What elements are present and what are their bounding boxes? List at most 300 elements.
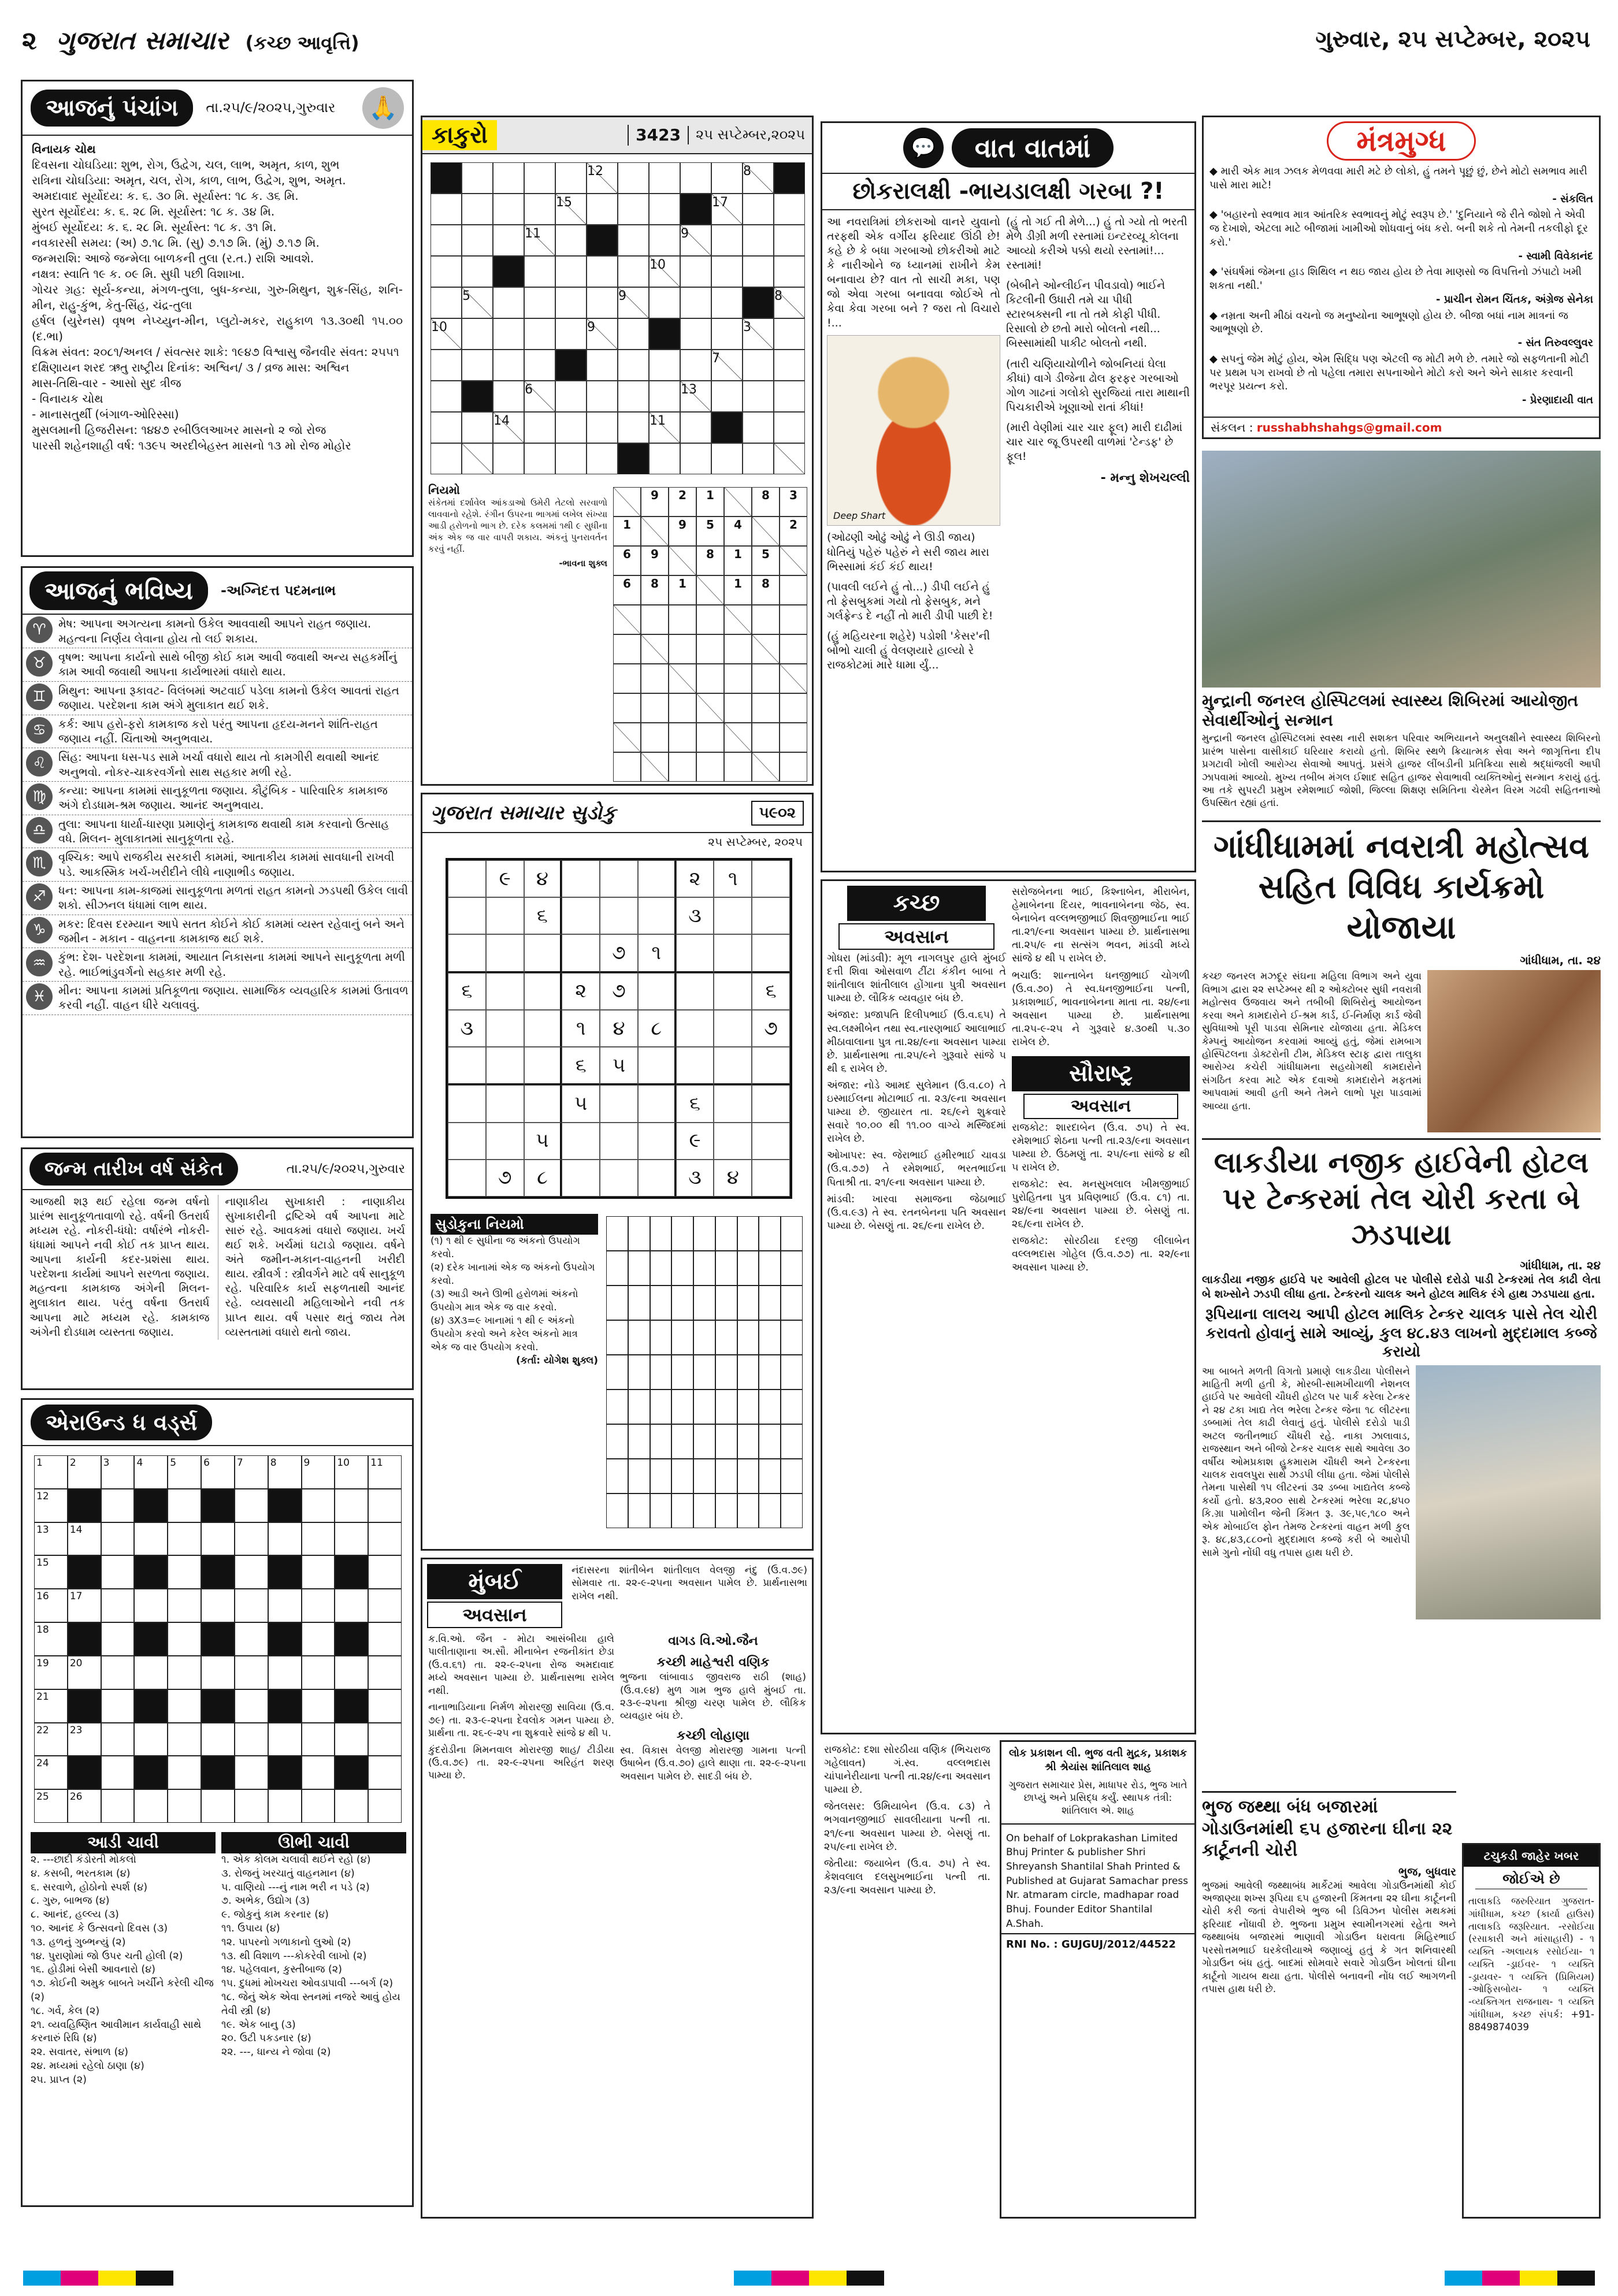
crossword-cell <box>235 1522 268 1556</box>
sudoku-solution-cell <box>650 1493 672 1528</box>
bhuj-headline: ભુજ જથ્થા બંધ બજારમાં ગોડાઉનમાંથી ૬૫ હજારના ઘીના ૨૨ કાર્ટૂનની ચોરી <box>1202 1797 1453 1860</box>
crossword-cell <box>268 1756 302 1789</box>
down-clue: ૧૫. દુધમાં મોખચરા ઓવડાપાવી ---બર્ગ (૨) <box>221 1978 394 1990</box>
gandhidham-body: કચ્છ જનરલ મઝદૂર સંઘના મહિલા વિભાગ અને યુવા વિભાગ દ્વારા ૨૨ સપ્ટેમ્બર થી ૨ ઓક્ટોબર સુધી નવરાત્રી મહોત્સવ ઉજવાય અને તબીબી શિબિરોનું આયોજન કરવા અને કામદારોને ઈ-શ્રમ કાર્ડ, ઈ-નિર્માણ કાર્ડ જેવી સુવિધાઓ પૂરી પાડવા સેમિનાર યોજાયા હતા. મેડિકલ કેમ્પનું આયોજન કરવામાં આવ્યું હતું, જેમાં રામબાગ હોસ્પિટલના ડોક્ટરોની ટીમ, મેડિકલ સ્ટાફ દ્વારા તાલુકા આરોગ્ય કચેરી ગાંધીધામના સહયોગથી કામદારોને સંગઠિત કરવા માટે એક દવાઓ કામદારોને મફતમાં આપવામાં આવી હતી અને તેમને લાભો પૂરા પાડવામાં આવ્યા હતા. <box>1202 971 1422 1112</box>
rashi-item <box>23 615 412 648</box>
kakuro-clue: 8 <box>743 164 751 179</box>
imprint-body: ગુજરાત સમાચાર પ્રેસ, માધાપર રોડ, ભુજ ખાતે છાપ્યું અને પ્રસિદ્ધ કર્યું. સ્થાપક તંત્રી: શાંતિલાલ એ. શાહ <box>1008 1779 1187 1817</box>
crossword-cell <box>368 1622 402 1656</box>
bhavishya-box <box>21 566 414 1138</box>
sudoku-cell <box>562 897 600 934</box>
sudoku-solution-cell <box>628 1251 650 1286</box>
crossword-cell <box>168 1756 201 1789</box>
kakuro-cell <box>555 381 587 412</box>
kakuro-cell <box>555 256 587 287</box>
sudoku-solution-cell <box>650 1251 672 1286</box>
bhuj-body: ભુજમાં આવેલી જથ્થાબંધ માર્કેટમાં આવેલા ગોડાઉનમાંથી કોઈ અજાણ્યા શખ્સ રૂપિયા ૬૫ હજારની કિંમતના ૨૨ ઘીના કાર્ટૂનની ચોરી કરી જતાં વેપારીએ ભુજ બી ડિવિઝન પોલીસ મથકમાં ફરિયાદ નોંધાવી છે. ભુજના પ્રમુખ સ્વામીનગરમાં રહેતા અને જથ્થાબંધ બજારમાં ભાણાવી ગોડાઉન ધરાવતા મિહિરભાઈ પરસોત્તમભાઈ ઘરકેલીયાએ જણાવ્યું હતું કે ગત શનિવારથી ગોડાઉન બંધ હતું. બાદમાં સોમવારે સવારે ગોડાઉન ખોલતાં ઘીના કાર્ટૂનો ગાયબ થયા હતા. પોલીસે બનાવની નોંધ લઈ આગળની તપાસ હાથ ધરી છે. <box>1202 1879 1456 1996</box>
kakuro-cell <box>649 381 680 412</box>
mantra-box <box>1202 116 1601 439</box>
crossword-cell <box>168 1789 201 1823</box>
quote-author: - સ્વામી વિવેકાનંદ <box>1518 250 1593 262</box>
quote-text: નમ્રતા અની મીઠાં વચનો જ મનુષ્યોના આભૂષણો હોય છે. બીજા બધાં નામ માત્રનાં જ આભૂષણો છે. <box>1209 309 1568 336</box>
sudoku-cell <box>638 897 676 934</box>
kakuro-clue: 10 <box>431 320 447 335</box>
kakuro-clue: 13 <box>681 382 697 397</box>
sudoku-solution-cell <box>781 1424 803 1459</box>
around-title: એરાઉન્ડ ધ વર્ડ્સ <box>31 1405 212 1440</box>
sudoku-cell <box>676 1010 714 1047</box>
kakuro-clue: 9 <box>587 320 595 335</box>
kakuro-clue: 7 <box>712 351 720 366</box>
kachhi-text: ભુજના લાંબાવાડ જીવરાજ રાઠી (શાહ) (ઉ.વ.૯૪) મુળ ગામ ભુજ હાલે મુંબઈ તા. ૨૩-૯-૨૫ના શ્રીજી ચરણ પામેલ છે. લૌકિક વ્યવહાર બંધ છે. <box>620 1671 806 1722</box>
sudoku-solution-cell <box>628 1459 650 1493</box>
mumbai-entry: કુંદરોડીના મિમનવાલ મોરારજી શાહ/ ટીડીયા (ઉ.વ.૭૯) તા. ૨૨-૯-૨૫ના અરિહંત શરણ પામ્યા છે. <box>428 1744 614 1782</box>
sudoku-solution-cell <box>628 1355 650 1390</box>
sudoku-cell <box>752 1085 790 1122</box>
crossword-cell <box>101 1756 135 1789</box>
sudoku-solution-cell <box>606 1286 628 1320</box>
panchang-date: તા.૨૫/૯/૨૦૨૫,ગુરુવાર <box>206 99 336 116</box>
sudoku-solution-cell <box>715 1286 737 1320</box>
kakuro-solution-cell: 2 <box>669 487 696 517</box>
sudoku-solution-cell <box>650 1216 672 1251</box>
kakuro-clue: 8 <box>774 289 782 303</box>
cell-number: 24 <box>36 1758 49 1770</box>
kakuro-solution-cell <box>752 517 780 546</box>
sudoku-cell <box>676 973 714 1010</box>
mantra-email[interactable]: russhabhshahgs@gmail.com <box>1256 420 1442 434</box>
down-clue: ૧૯. એક બાનુ (૩) <box>221 2019 296 2031</box>
mumbai-title: મુંબઈ <box>427 1564 562 1599</box>
sudoku-solution-cell <box>650 1286 672 1320</box>
kakuro-cell <box>524 318 555 350</box>
panchang-lines <box>23 136 412 459</box>
kakuro-cell <box>774 287 805 318</box>
crossword-cell <box>101 1689 135 1723</box>
crossword-cell <box>368 1489 402 1522</box>
mantra-quote <box>1209 352 1593 407</box>
rashi-text: વૃષભ: આપના કાર્યનો સાથે બીજી કોઈ કામ આવી જવાથી અન્ય સહકર્મીનું કામ આવી જવાથી આપના કાર્યભારમાં વધારો થાય. <box>58 651 397 679</box>
sudoku-grid <box>446 858 792 1199</box>
zodiac-icon: ♈ <box>26 616 53 643</box>
rashi-item <box>23 648 412 682</box>
hospital-headline: મુન્દ્રાની જનરલ હોસ્પિટલમાં સ્વાસ્થ્ય શિબિરમાં આયોજીત સેવાર્થીઓનું સન્માન <box>1202 691 1579 730</box>
panchang-line: વિક્રમ સંવત: ૨૦૮૧/અનલ / સંવત્સર શાકે: ૧૯૪૭ વિશ્વાસુ જૈનવીર સંવત: ૨૫૫૧ <box>32 345 399 359</box>
crossword-cell <box>168 1555 201 1589</box>
sudoku-solution-cell <box>759 1320 781 1355</box>
crossword-cell <box>168 1455 201 1489</box>
kakuro-solution-cell <box>780 664 807 693</box>
crossword-cell <box>302 1756 335 1789</box>
kutch-entry: અંજાર: નોડે આમદ સુલેમાન (ઉ.વ.૮૦) તે ઇસ્માઈલના મોટાભાઈ તા. ૨૩/૯ના અવસાન પામ્યા છે. જીયારત તા. ૨૬/૯ને શુક્રવારે સવારે ૧૦.૦૦ થી ૧૧.૦૦ વાગ્યે મસ્જિદમાં રાખેલ છે. <box>827 1079 1006 1145</box>
crossword-cell <box>235 1789 268 1823</box>
kakuro-solution-cell <box>696 634 724 664</box>
kutch-entry: માંડવી: ખારવા સમાજના જેઠાભાઈ (ઉ.વ.૯૩) તે સ્વ. રતનબેનના પતિ અવસાન પામ્યા છે. બેસણું તા. ૨૬/૯ના રાખેલ છે. <box>827 1193 1006 1232</box>
kakuro-clue: 5 <box>462 289 470 303</box>
panchang-line: મુંબઈ સૂર્યોદય: ક. ૬. ૨૮ મિ. સૂર્યાસ્ત: ૧૮ ક. ૩૧ મિ. <box>32 220 277 234</box>
kakuro-solution-cell <box>669 634 696 664</box>
sudoku-rule: (૩) આડી અને ઊભી હરોળમાં અંકનો ઉપયોગ માત્ર એક જ વાર કરવો. <box>431 1288 578 1314</box>
crossword-cell <box>134 1723 168 1756</box>
crossword-cell <box>134 1489 168 1522</box>
down-clue: ૩. રોજનું ખરચાતું વાહનમાન (૪) <box>221 1867 355 1879</box>
kakuro-cell <box>431 194 462 225</box>
kakuro-cell <box>649 318 680 350</box>
cell-number: 12 <box>36 1490 49 1502</box>
crossword-cell <box>268 1689 302 1723</box>
sudoku-cell <box>600 1085 638 1122</box>
sudoku-cell: ૯ <box>676 1123 714 1160</box>
zodiac-icon: ♋ <box>26 717 53 744</box>
cell-number: 15 <box>36 1557 49 1569</box>
panchang-line: - માનાસતુર્થી (બંગાળ-ઓરિસ્સા) <box>32 407 179 421</box>
sudoku-cell <box>486 1010 524 1047</box>
cell-number: 23 <box>69 1724 83 1736</box>
kakuro-cell <box>462 162 493 194</box>
kakuro-solution-cell <box>780 752 807 782</box>
sudoku-solution-cell <box>759 1390 781 1424</box>
crossword-cell <box>201 1589 235 1622</box>
kakuro-cell <box>743 381 774 412</box>
crossword-cell <box>201 1555 235 1589</box>
sudoku-cell: ૧ <box>714 860 752 897</box>
sudoku-solution-cell <box>759 1459 781 1493</box>
crossword-cell <box>101 1589 135 1622</box>
crossword-cell <box>268 1789 302 1823</box>
down-clue: ૧૪. પહેલવાન, કુસ્તીબાજ (૨) <box>221 1964 342 1976</box>
kakuro-cell <box>649 225 680 256</box>
kakuro-cell <box>618 256 649 287</box>
zodiac-icon: ♉ <box>26 650 53 677</box>
cell-number: 5 <box>170 1457 177 1469</box>
kakuro-cell <box>711 381 743 412</box>
crossword-cell <box>335 1555 368 1589</box>
sudoku-cell <box>638 1160 676 1197</box>
oil-photo <box>1416 1365 1601 1619</box>
sudoku-cell <box>448 1085 486 1122</box>
sudoku-solution-cell <box>693 1320 715 1355</box>
zodiac-icon: ♎ <box>26 817 53 844</box>
kakuro-cell <box>743 350 774 381</box>
rashi-text: મેષ: આપના અગત્યના કામનો ઉકેલ આવવાથી આપને રાહત જણાય. મહત્વના નિર્ણય લેવાના હોય તો લઈ શકાય. <box>58 617 372 645</box>
kakuro-clue: 11 <box>525 226 541 241</box>
sudoku-cell <box>638 1085 676 1122</box>
oil-body: આ બાબતે મળતી વિગતો પ્રમાણે લાકડીયા પોલીસને માહિતી મળી હતી કે, મોરબી-સામખીયાળી નેશનલ હાઈવે પર આવેલી ચૌધરી હોટલ પર પાર્ક કરેલા ટેન્કર ને ૨૪ ટકા ખાદ્ય તેલ ભરેલા ટેન્કર જેના ૧૮ લીટરના ડબ્બામાં તેલ કાઢી લેવાતું હતું. પોલીસે દરોડો પાડી અટલ જતીનભાઈ ચૌધરી રહે. નાકા ઝાલાવાડ, રાજસ્થાન અને બીજો ટેન્કર ચાલક સાથે આવેલા ૩૦ વર્ષીય ઓમપ્રકાશ હુકમારામ ચૌધરી અને ટેન્કરના ચાલક રાવલપુરા સાથે ઝડપી લીધા હતા. જેમાં પોલીસે તેમના પાસેથી ૧૫ લીટરનાં ૩૨ ડબ્બા ખાદ્યતેલ કબ્જે કર્યો હતો. ૪૩,૨૦૦ સાથે ટેન્કરમાં ભરેલા ૨૮,૪૫૦ કિ.ગ્રા પામોલીન જેની કિંમત રૂ. ૩૯,૫૯,૧૮૦ અને એક મોબાઈલ ફોન તેમજ ટેન્કરનાં વાહન મળી કુલ રૂ. ૪૮,૪૩,૮૮૦નો મુદ્દામાલ કબ્જે કરી બે આરોપી સામે ગુનો નોંધી વધુ તપાસ હાથ ધરી છે. <box>1202 1365 1410 1559</box>
sudoku-cell <box>752 1047 790 1085</box>
sudoku-cell: ૩ <box>676 1160 714 1197</box>
crossword-cell <box>168 1689 201 1723</box>
mantra-quote <box>1209 165 1593 206</box>
cell-number: 1 <box>36 1457 43 1469</box>
sudoku-solution-cell <box>715 1355 737 1390</box>
crossword-cell <box>368 1789 402 1823</box>
sudoku-cell <box>714 973 752 1010</box>
rashi-text: તુલા: આપના ધાર્યા-ધારણા પ્રમાણેનું કામકાજ થવાથી કામ કરવાનો ઉત્સાહ વધે. મિલન- મુલાકાતમાં સાનુકૂળતા રહે. <box>58 817 389 845</box>
across-clue: ૧૮. ગર્વ, કેલ (૨) <box>31 2005 100 2017</box>
sudoku-solution-cell <box>606 1424 628 1459</box>
gandhidham-photo <box>1427 970 1601 1132</box>
mumbai-list <box>428 1633 614 1782</box>
sudoku-solution-cell <box>737 1459 759 1493</box>
kakuro-cell <box>743 412 774 443</box>
crossword-cell <box>34 1455 68 1489</box>
down-title: ઊભી ચાવી <box>221 1832 406 1853</box>
sudoku-cell <box>714 1085 752 1122</box>
sudoku-solution-cell <box>650 1320 672 1355</box>
sudoku-cell <box>448 897 486 934</box>
sudoku-cell: ૧ <box>638 934 676 972</box>
across-clue: ૪. કસબી, ભરતકામ (૪) <box>31 1867 131 1879</box>
sudoku-solution-cell <box>781 1320 803 1355</box>
kakuro-solution-cell <box>724 634 752 664</box>
across-clue: ૧૪. પુરાણોમાં જો ઉપર ચતી હોલી (૨) <box>31 1950 183 1962</box>
rashi-text: કુંભ: દેશ- પરદેશના કામમાં, આયાત નિકાસના કામમાં આપને સાનુકૂળતા મળી રહે. ભાઈભાંડુવર્ગનો સહકાર મળી રહે. <box>58 950 405 979</box>
sudoku-solution-cell <box>606 1390 628 1424</box>
kakuro-cell <box>555 443 587 474</box>
kakuro-cell <box>462 194 493 225</box>
kakuro-cell <box>587 443 618 474</box>
sudoku-solution-cell <box>628 1320 650 1355</box>
sudoku-solution-cell <box>628 1493 650 1528</box>
sudoku-solution-cell <box>781 1459 803 1493</box>
kakuro-solution-cell <box>724 487 752 517</box>
kakuro-cell <box>555 318 587 350</box>
sudoku-cell: ૭ <box>486 1160 524 1197</box>
sudoku-cell <box>752 897 790 934</box>
kakuro-clue: 11 <box>650 414 666 428</box>
crossword-cell <box>268 1489 302 1522</box>
kakuro-clue: 6 <box>525 382 533 397</box>
masthead <box>0 0 1618 68</box>
kakuro-cell <box>493 443 524 474</box>
kakuro-cell <box>587 350 618 381</box>
sudoku-cell <box>448 1047 486 1085</box>
sudoku-cell: ૩ <box>448 1010 486 1047</box>
vaat-verse: (હું મહિયરના શહેરે) પડોશી 'કેસર'ની બોભો ચાલી હું વેલણયારે હાલ્યો રે રાજકોટમાં મારે ધામા ર્યું... <box>827 629 990 672</box>
kakuro-cell <box>680 256 711 287</box>
cell-number: 25 <box>36 1791 49 1803</box>
crossword-cell <box>101 1455 135 1489</box>
sudoku-solution-cell <box>693 1286 715 1320</box>
across-clue: ૨૨. સવાતર, સંભાળ (૪) <box>31 2046 128 2059</box>
across-clue: ૨૫. પ્રાપ્ત (૨) <box>31 2074 87 2086</box>
crossword-cell <box>268 1555 302 1589</box>
kakuro-cell <box>555 162 587 194</box>
kakuro-cell <box>680 225 711 256</box>
crossword-cell <box>268 1656 302 1689</box>
janm-date: તા.૨૫/૯/૨૦૨૫,ગુરુવાર <box>286 1161 405 1176</box>
kakuro-cell <box>493 287 524 318</box>
sudoku-rules-list <box>431 1235 598 1354</box>
kakuro-solution-cell <box>724 664 752 693</box>
kakuro-solution-cell <box>696 605 724 634</box>
crossword-cell <box>68 1455 101 1489</box>
sudoku-cell <box>600 897 638 934</box>
mumbai-sub: અવસાન <box>427 1602 562 1628</box>
sudoku-solution-cell <box>759 1216 781 1251</box>
kakuro-cell <box>774 318 805 350</box>
crossword-cell <box>302 1489 335 1522</box>
across-clue: ૨. ---છાદી કંડોરતી મોકલો <box>31 1853 136 1866</box>
kakuro-solution-cell: 6 <box>613 575 641 605</box>
crossword-cell <box>302 1723 335 1756</box>
sudoku-cell: ૪ <box>714 1160 752 1197</box>
sudoku-cell <box>486 1085 524 1122</box>
janm-col2: નાણાકીય સુખાકારી : નાણાકીય સુખાકારીની દ્રષ્ટિએ વર્ષ આપના માટે સારું રહે. આવકમાં વધારો જણાય. ખર્ચ થઈ શકે. ખર્ચમાં ઘટાડો જણાય. વર્ષને અંતે જમીન-મકાન-વાહનની ખરીદી થાય. સ્ત્રીવર્ગ : સ્ત્રીવર્ગને માટે વર્ષ સાનુકૂળ રહે. પરિવારિક કાર્ય સફળતાથી આનંદ રહે. વ્યવસાયી મહિલાઓને નવી તક પ્રાપ્ત થાય. વર્ષ પસાર થતું જાય તેમ વ્યસ્તતામાં વધારો થતો જાય. <box>218 1195 406 1340</box>
sudoku-solution-cell <box>606 1251 628 1286</box>
across-clue: ૨૪. મધ્યમાં રહેલો ઠાણા (૪) <box>31 2060 144 2072</box>
janm-col1: આજથી શરૂ થઈ રહેલા જન્મ વર્ષનો પ્રારંભ સાનુકૂળતાવાળો રહે. વર્ષની ઉતરાર્ધ મધ્યમ રહે. નોકરી-ધંધો: વર્ષારંભે નોકરી-ધંધામાં આપને નવી કોઈ તક પ્રાપ્ત થાય. આપના કાર્યની કદર-પ્રશંસા થાય. પરદેશના કાર્યમાં આપને સરળતા જણાય. મહત્વના કામકાજ અંગેની મિલન-મુલાકાત થાય. પરંતુ વર્ષના ઉતરાર્ધ આપના માટે મધ્યમ રહે. કામકાજ અંગેની દોડધામ વ્યસ્તતા જણાય. <box>29 1195 210 1339</box>
kakuro-clue: 12 <box>587 164 603 179</box>
around-box <box>21 1398 414 2207</box>
oil-dateline: ગાંધીધામ, તા. ૨૪ <box>1520 1258 1601 1272</box>
kakuro-cell <box>649 256 680 287</box>
sudoku-solution-cell <box>693 1459 715 1493</box>
kakuro-solution-cell: 9 <box>641 487 669 517</box>
down-clue: ૫. વાણિયો ---નું નામ ભરી ન પડે (૨) <box>221 1881 370 1893</box>
classified-header: ટચુકડી જાહેર ખબર <box>1464 1845 1599 1867</box>
crossword-cell <box>68 1756 101 1789</box>
cell-number: 7 <box>236 1457 243 1469</box>
around-grid <box>34 1455 402 1823</box>
crossword-cell <box>235 1555 268 1589</box>
kakuro-solution-cell <box>752 693 780 723</box>
kakuro-cell <box>587 381 618 412</box>
rashi-list <box>23 615 412 1015</box>
crossword-cell <box>34 1656 68 1689</box>
kakuro-solution-cell: 2 <box>780 517 807 546</box>
kakuro-cell <box>743 443 774 474</box>
kakuro-cell <box>680 381 711 412</box>
quote-author: - પ્રેરણાદાયી વાત <box>1521 394 1593 406</box>
sudoku-solution-cell <box>671 1355 693 1390</box>
sudoku-solution-cell <box>693 1424 715 1459</box>
sudoku-cell <box>524 973 562 1010</box>
sudoku-cell: ૧ <box>562 1010 600 1047</box>
kakuro-solution-cell <box>696 723 724 752</box>
kakuro-solution-cell <box>780 723 807 752</box>
paper-name: ગુજરાત સમાચાર <box>56 26 229 55</box>
kakuro-cell <box>462 350 493 381</box>
kakuro-solution-cell <box>696 752 724 782</box>
vaat-title: છોકરાલક્ષી -ભાયડાલક્ષી ગરબા ?! <box>822 173 1194 210</box>
crossword-cell <box>101 1489 135 1522</box>
sudoku-cell: ૬ <box>676 1085 714 1122</box>
zodiac-icon: ♌ <box>26 750 53 777</box>
cell-number: 6 <box>203 1457 210 1469</box>
kakuro-solution-cell <box>669 752 696 782</box>
rashi-text: વૃશ્ચિક: આપે રાજકીય સરકારી કામમાં, આતાકીય કામમાં સાવધાની રાખવી પડે. આકસ્મિક ખર્ચ-ખરીદીને લીધે નાણાભીડ જણાય. <box>58 850 395 879</box>
gandhidham-dateline: ગાંધીધામ, તા. ૨૪ <box>1520 953 1601 967</box>
sudoku-cell: ૪ <box>600 1010 638 1047</box>
saurashtra-list-2 <box>824 1744 990 1897</box>
vaat-box <box>821 121 1196 872</box>
crossword-cell <box>268 1589 302 1622</box>
kakuro-solution-cell <box>752 634 780 664</box>
sudoku-solution-cell <box>671 1251 693 1286</box>
kakuro-clue: 3 <box>743 320 751 335</box>
sudoku-solution-cell <box>759 1251 781 1286</box>
sudoku-cell <box>714 934 752 972</box>
kakuro-solution-cell <box>613 605 641 634</box>
sudoku-solution-cell <box>715 1251 737 1286</box>
sudoku-solution-cell <box>781 1216 803 1251</box>
kutch-title: કચ્છ <box>847 886 986 921</box>
sudoku-cell: ૭ <box>600 973 638 1010</box>
panchang-line: અમદાવાદ સૂર્યોદય: ક. ૬. ૩૦ મિ. સૂર્યાસ્ત: ૧૮ ક. ૩૬ મિ. <box>32 189 299 203</box>
kakuro-cell <box>493 194 524 225</box>
kakuro-rules-text: સંકેતમાં દર્શાવેલ આંકડાઓ ઉમેરી તેટલો સરવાળો લાવવાનો રહેશે. રંગીન ઉપરના ભાગમાં લખેલ સંખ્યા આડી હરોળનો ભાગ છે. દરેક કલમમાં ૧થી ૯ સુધીના અંક એક જ વાર વાપરી શકાય. અંકનું પુનરાવર્તન કરવું નહીં. <box>428 497 607 554</box>
crossword-cell <box>235 1689 268 1723</box>
kakuro-solution-cell: 1 <box>613 517 641 546</box>
sudoku-cell <box>486 1047 524 1085</box>
sudoku-solution-cell <box>715 1390 737 1424</box>
sudoku-cell: ૮ <box>524 1160 562 1197</box>
crossword-cell <box>235 1455 268 1489</box>
crossword-cell <box>201 1489 235 1522</box>
kakuro-clue: 10 <box>650 258 666 272</box>
kakuro-cell <box>649 412 680 443</box>
sudoku-solution-cell <box>715 1216 737 1251</box>
sudoku-solution-cell <box>671 1216 693 1251</box>
kakuro-cell <box>431 350 462 381</box>
kakuro-cell <box>711 256 743 287</box>
kakuro-cell <box>524 443 555 474</box>
sudoku-cell <box>638 860 676 897</box>
hospital-body: મુન્દ્રાની જનરલ હોસ્પિટલમાં સ્વસ્થ નારી સશક્ત પરિવાર અભિયાનને અનુલક્ષીને સ્વાસ્થ્ય શિબિરનો પ્રારંભ પાસેના વાસીકાઈ ઘરિયાર કરાયો હતો. શિબિર સ્થળે ક્રિયાત્મક સેવા અને જાગૃત્તિના દીપ પ્રગટાવી ખોલી આરોગ્ય સેવાઓ આપતું. પ્રસંગે હાજર લીંબડીની પ્રતિક્રિયા સાથે શ્રદ્ધાંજલી આપી ઝાપવામાં આવ્યો. મુખ્ય તબીબ મંગલ ઈશાદ સહિત હાજર સેવાભાવી વ્યક્તિઓનું સન્માન કરાયું હતું. આ તકે સુપરટી પ્રમુખ રમેશભાઈ જોશી, જિલ્લા શિક્ષણ સમિતિના ચેરમેન વિરમ ગઢવી સહિતનાઓ ઉપસ્થિત રહ્યાં હતાં. <box>1202 733 1601 809</box>
sudoku-solution-cell <box>781 1355 803 1390</box>
sudoku-cell: ૭ <box>752 1010 790 1047</box>
rashi-item <box>23 815 412 849</box>
crossword-cell <box>201 1723 235 1756</box>
kakuro-cell <box>587 194 618 225</box>
vaat-verse: (તારી ચણિયાચોળીને જોબનિયાં ઘેલા કીધાં) વાગે ડીજેના ઢોલ ફરફર ગરબાઓ ગોળ ગાઢનાં ગલોકો સુરજિયાં તારા માથાની પિચકારીએ ખૂણાઓ રાતાં કીધાં! <box>1006 357 1190 414</box>
quote-bullet: ◆ <box>1209 165 1221 177</box>
quote-bullet: ◆ <box>1209 352 1221 365</box>
down-clue: ૧૨. પાપરનો ગળાકાનો લુઓ (૨) <box>221 1936 351 1948</box>
kakuro-cell <box>555 412 587 443</box>
kakuro-cell <box>587 256 618 287</box>
mantra-title: મંત્રમુગ્ધ <box>1327 121 1475 161</box>
rashi-item <box>23 748 412 782</box>
sudoku-solution-cell <box>737 1216 759 1251</box>
sudoku-box <box>421 793 814 1551</box>
zodiac-icon: ♒ <box>26 950 53 976</box>
kakuro-cell <box>618 287 649 318</box>
vaat-verse: (ઓઢણી ઓઢું ઓઢું ને ઊડી જાય) ધોતિયું પહેરું પહેરું ને સરી જાય મારા ભિસ્સામાં કંઈ કંઈ થાય! <box>827 531 989 573</box>
kakuro-solution-cell: 8 <box>752 487 780 517</box>
kakuro-cell <box>493 225 524 256</box>
rashi-item <box>23 848 412 882</box>
crossword-cell <box>368 1723 402 1756</box>
vaat-verse: (બેબીને ઓન્લીઈન પીવડાવો) ભાઈને કિટલીની ઉધારી તમે ચા પીધી સ્ટારબક્સની ના તો તમે કોફી પીધી. રિસાલો છે છતો મારો બોલતો નથી... બિસ્સામાંથી પાકીટ બોલતો નથી. <box>1006 279 1166 350</box>
crossword-cell <box>268 1622 302 1656</box>
kakuro-solution-cell <box>641 693 669 723</box>
mumbai-entry: નાનાભાડિયાના નિર્મળ મોરારજી સાવિયા (ઉ.વ. ૭૯) તા. ૨૩-૯-૨૫ના દેવલોક ગમન પામ્યા છે. પ્રાર્થના તા. ૨૬-૯-૨૫ ના શુક્રવારે સાંજે ૪ થી ૫. <box>428 1701 614 1740</box>
crossword-cell <box>201 1689 235 1723</box>
kakuro-cell <box>493 350 524 381</box>
sudoku-cell <box>638 973 676 1010</box>
kakuro-cell <box>649 162 680 194</box>
kakuro-cell <box>524 225 555 256</box>
sudoku-solution-cell <box>650 1390 672 1424</box>
mumbai-entry: ક.વિ.ઓ. જૈન - મોટા આસંબીયા હાલે પાલીતાણાના અ.સૌ. મીનાબેન રજનીકાંત છેડા (ઉ.વ.૬૧) તા. ૨૨-૯-૨૫ના રોજ અમદાવાદ મધ્યે અવસાન પામ્યા છે. પ્રાર્થનાસભા રાખેલ નથી. <box>428 1633 614 1697</box>
kakuro-cell <box>711 225 743 256</box>
bhuj-dateline: ભુજ, બુધવાર <box>1398 1865 1456 1878</box>
kakuro-cell <box>431 381 462 412</box>
cell-number: 21 <box>36 1691 49 1703</box>
kutch-sub: અવસાન <box>838 923 994 950</box>
